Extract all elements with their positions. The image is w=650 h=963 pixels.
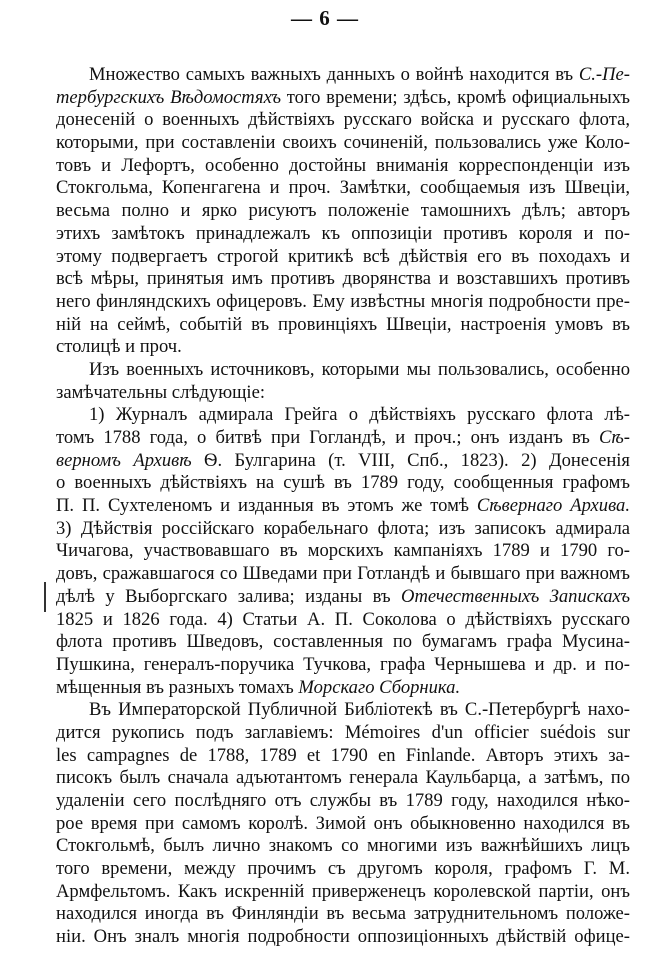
text-segment: мѣщенныя въ разныхъ томахъ <box>56 676 299 698</box>
text-line <box>56 155 630 178</box>
text-segment: него финляндскихъ офицеровъ. Ему извѣстны многія подробности пре- <box>56 290 630 312</box>
text-segment: Ѳ. Булгарина (т. VIII, Спб., 1823). 2) Донесенія <box>191 449 630 471</box>
text-line <box>56 903 630 926</box>
text-segment: 1) Журналъ адмирала Грейга о дѣйствіяхъ русскаго флота лѣ- <box>89 404 630 426</box>
text-line <box>56 472 630 495</box>
paragraph <box>56 64 630 359</box>
text-line <box>56 177 630 200</box>
text-line <box>56 132 630 155</box>
text-line <box>56 495 630 518</box>
text-segment: Армфельтомъ. Какъ искренній приверженецъ королевской партіи, онъ <box>56 880 630 902</box>
text-line <box>56 677 630 700</box>
text-line <box>56 926 630 949</box>
text-segment: рое время при самомъ королѣ. Зимой онъ обыкновенно находился въ <box>56 812 630 834</box>
text-line <box>56 745 630 768</box>
text-segment: о военныхъ дѣйствіяхъ на сушѣ въ 1789 году, сообщенныя графомъ <box>56 472 630 494</box>
text-segment: того времени, между прочимъ съ другомъ короля, графомъ Г. М. <box>56 858 630 880</box>
text-segment: Изъ военныхъ источниковъ, которыми мы пользовались, особенно <box>89 358 630 380</box>
text-segment: Стокгольма, Копенгагена и проч. Замѣтки, сообщаемыя изъ Швеціи, <box>56 177 630 199</box>
italic-title: тербургскихъ Вѣдомостяхъ <box>56 86 282 108</box>
text-segment: дится рукопись подъ заглавіемъ: Mémoires d'un officier suédois sur <box>56 721 630 743</box>
page-number: — 6 — <box>291 6 359 30</box>
text-segment: дѣлѣ у Выборгскаго залива; изданы въ <box>56 585 402 607</box>
text-line <box>56 767 630 790</box>
text-line <box>56 64 630 87</box>
text-segment: томъ 1788 года, о битвѣ при Гогландѣ, и проч.; онъ изданъ въ <box>56 427 599 448</box>
italic-title: Морскаго Сборника. <box>298 676 461 698</box>
text-segment: находился иногда въ Финляндіи въ весьма затруднительномъ положе- <box>56 903 630 925</box>
text-line <box>56 450 630 473</box>
text-segment: флота противъ Шведовъ, составленныя по бумагамъ графа Мусина- <box>56 631 630 653</box>
text-segment: донесеній о военныхъ дѣйствіяхъ русскаго войска и русскаго флота, <box>56 109 630 131</box>
paragraph <box>56 404 630 699</box>
text-segment: les campagnes de 1788, 1789 et 1790 en Finlande. Авторъ этихъ за- <box>56 744 630 766</box>
text-line <box>56 813 630 836</box>
text-segment: 1825 и 1826 года. 4) Статьи А. П. Соколова о дѣйствіяхъ русскаго <box>56 608 630 630</box>
text-line <box>56 518 630 541</box>
text-segment: ній на сеймѣ, событій въ провинціяхъ Швеціи, настроенія умовъ въ <box>56 313 630 335</box>
text-line <box>56 200 630 223</box>
text-segment: П. П. Сухтеленомъ и изданныя въ этомъ же томѣ <box>56 495 477 517</box>
text-line <box>56 858 630 881</box>
text-segment: всѣ мѣры, принятыя имъ противъ дворянства и возставшихъ противъ <box>56 268 630 290</box>
italic-title: Сѣ- <box>599 427 630 448</box>
text-segment: Въ Императорской Публичной Библіотекѣ въ С.-Петербургѣ нахо- <box>89 699 630 721</box>
text-segment: товъ и Лефортъ, особенно достойны вниманія корреспонденціи изъ <box>56 154 630 176</box>
text-segment: столицѣ и проч. <box>56 336 182 358</box>
text-segment: весьма полно и ярко рисуютъ положеніе тамошнихъ дѣлъ; авторъ <box>56 200 630 222</box>
text-segment: этому подвергаетъ строгой критикѣ всѣ дѣйствія его въ походахъ и <box>56 245 630 267</box>
paragraph <box>56 359 630 404</box>
text-segment: довъ, сражавшагося со Шведами при Готландѣ и бывшаго при важномъ <box>56 563 630 585</box>
text-line <box>56 881 630 904</box>
text-segment: 3) Дѣйствія россійскаго корабельнаго флота; изъ записокъ адмирала <box>56 517 630 539</box>
text-line <box>56 268 630 291</box>
text-segment: Чичагова, участвовавшаго въ морскихъ кампаніяхъ 1789 и 1790 го- <box>56 540 630 562</box>
text-line <box>56 336 630 359</box>
text-segment: удаленіи сего послѣдняго отъ службы въ 1789 году, находился нѣко- <box>56 790 630 811</box>
text-line <box>56 382 630 405</box>
text-segment: писокъ былъ сначала адъютантомъ генерала Каульбарца, а затѣмъ, по <box>56 767 630 789</box>
text-line <box>56 87 630 110</box>
margin-mark <box>44 582 46 612</box>
text-line <box>56 699 630 722</box>
italic-title: Отечественныхъ Запискахъ <box>401 585 630 607</box>
text-segment: того времени; здѣсь, кромѣ официальныхъ <box>281 86 630 108</box>
paragraph <box>56 699 630 949</box>
text-line <box>56 563 630 586</box>
text-line <box>56 359 630 382</box>
text-segment: Пушкина, генералъ-поручика Тучкова, графа Чернышева и др. и по- <box>56 653 630 675</box>
text-segment: Множество самыхъ важныхъ данныхъ о войнѣ находится въ <box>89 64 579 85</box>
italic-title: верномъ Архивѣ <box>56 449 192 471</box>
text-line <box>56 609 630 632</box>
text-line <box>56 631 630 654</box>
text-line <box>56 109 630 132</box>
text-segment: ніи. Онъ зналъ многія подробности оппозиціонныхъ дѣйствій офице- <box>56 926 630 948</box>
text-line <box>56 586 630 609</box>
text-line <box>56 246 630 269</box>
text-line <box>56 427 630 450</box>
text-segment: которыми, при составленіи своихъ сочиненій, пользовались уже Коло- <box>56 132 630 154</box>
text-line <box>56 654 630 677</box>
italic-title: С.-Пе- <box>578 64 630 85</box>
text-line <box>56 540 630 563</box>
text-segment: Стокгольмѣ, былъ лично знакомъ со многими изъ важнѣйшихъ лицъ <box>56 835 630 857</box>
text-line <box>56 314 630 337</box>
text-line <box>56 790 630 813</box>
italic-title: Сѣвернаго Архива. <box>476 495 630 517</box>
text-line <box>56 722 630 745</box>
body-text <box>56 64 630 949</box>
text-line <box>56 404 630 427</box>
text-segment: этихъ замѣтокъ принадлежалъ къ оппозиціи противъ короля и по- <box>56 222 630 244</box>
text-line <box>56 835 630 858</box>
text-segment: замѣчательны слѣдующіе: <box>56 381 265 403</box>
text-line <box>56 291 630 314</box>
text-line <box>56 223 630 246</box>
